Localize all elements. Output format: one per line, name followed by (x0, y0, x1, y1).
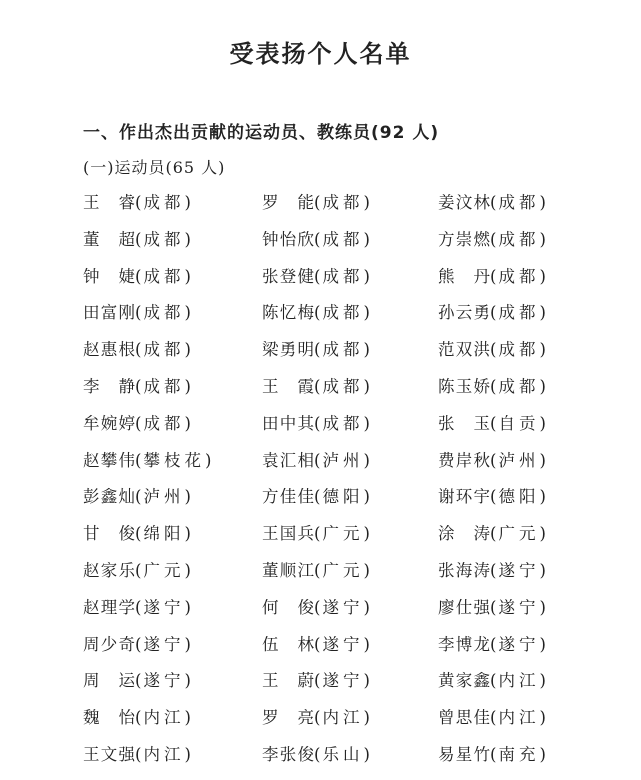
paren: ) (184, 340, 191, 360)
list-item (438, 191, 546, 215)
paren: ) (184, 193, 191, 212)
city-name: 南充 (498, 744, 540, 764)
list-row (83, 338, 546, 375)
city-name: 成都 (322, 193, 364, 212)
city-name: 乐山 (322, 744, 364, 764)
paren: ) (363, 524, 370, 544)
paren: ) (184, 303, 191, 323)
paren: ) (363, 413, 370, 433)
list-row (83, 706, 546, 743)
person-name: 方佳佳 (262, 487, 314, 507)
list-item (438, 301, 546, 325)
paren: ( (135, 744, 142, 764)
city-name: 遂宁 (143, 597, 185, 617)
person-name: 廖仕强 (438, 597, 490, 617)
list-item (262, 706, 438, 730)
city-name: 泸州 (498, 450, 540, 470)
paren: ( (314, 597, 321, 617)
paren: ( (314, 744, 321, 764)
list-item (262, 301, 438, 325)
paren: ( (135, 708, 142, 728)
list-item (438, 596, 546, 620)
paren: ) (184, 708, 191, 728)
paren: ( (490, 560, 497, 580)
city-name: 广元 (322, 524, 364, 544)
city-name: 成都 (322, 340, 364, 360)
paren: ( (314, 303, 321, 323)
paren: ( (135, 340, 142, 360)
city-name: 内江 (143, 744, 185, 764)
list-item (438, 706, 546, 730)
city-name: 内江 (143, 708, 185, 728)
paren: ( (490, 487, 497, 507)
paren: ) (184, 634, 191, 654)
list-item (83, 596, 262, 620)
city-name: 成都 (322, 266, 364, 286)
paren: ) (363, 560, 370, 580)
paren: ) (539, 229, 546, 249)
person-name: 曾思佳 (438, 708, 490, 728)
list-item (438, 228, 546, 252)
city-name: 遂宁 (322, 671, 364, 691)
paren: ) (363, 193, 370, 212)
paren: ( (490, 303, 497, 323)
list-item (438, 412, 546, 436)
paren: ( (314, 266, 321, 286)
list-item (83, 706, 262, 730)
city-name: 绵阳 (143, 524, 185, 544)
paren: ( (490, 708, 497, 728)
subsection-heading: (一)运动员(65 人) (83, 158, 226, 177)
person-name: 李静 (83, 376, 135, 396)
paren: ( (135, 376, 142, 396)
list-item (262, 338, 438, 362)
city-name: 遂宁 (498, 560, 540, 580)
paren: ) (539, 413, 546, 433)
list-item (262, 669, 438, 693)
paren: ) (539, 634, 546, 654)
paren: ( (314, 376, 321, 396)
city-name: 遂宁 (322, 634, 364, 654)
city-name: 成都 (498, 303, 540, 323)
paren: ) (363, 708, 370, 728)
person-name: 何俊 (262, 597, 314, 617)
person-name: 董超 (83, 229, 135, 249)
paren: ) (184, 487, 191, 507)
city-name: 广元 (143, 560, 185, 580)
paren: ) (539, 340, 546, 360)
list-item (83, 301, 262, 325)
list-item (438, 338, 546, 362)
paren: ( (135, 560, 142, 580)
paren: ) (363, 450, 370, 470)
list-item (262, 449, 438, 473)
list-item (262, 596, 438, 620)
person-name: 罗能 (262, 193, 314, 212)
person-name: 赵攀伟 (83, 450, 135, 470)
paren: ( (314, 560, 321, 580)
paren: ) (363, 340, 370, 360)
list-item (438, 633, 546, 657)
paren: ( (135, 450, 142, 470)
paren: ( (135, 303, 142, 323)
list-item (262, 228, 438, 252)
paren: ( (135, 634, 142, 654)
paren: ) (184, 671, 191, 691)
person-name: 熊丹 (438, 266, 490, 286)
paren: ( (135, 229, 142, 249)
list-item (262, 191, 438, 215)
paren: ( (490, 597, 497, 617)
paren: ) (539, 597, 546, 617)
paren: ) (539, 671, 546, 691)
list-item (83, 228, 262, 252)
city-name: 成都 (143, 376, 185, 396)
paren: ( (314, 634, 321, 654)
city-name: 成都 (143, 193, 185, 212)
list-row (83, 228, 546, 265)
city-name: 成都 (322, 376, 364, 396)
person-name: 涂涛 (438, 524, 490, 544)
person-name: 张海涛 (438, 560, 490, 580)
paren: ) (539, 303, 546, 323)
list-row (83, 522, 546, 559)
list-row (83, 449, 546, 486)
paren: ( (490, 376, 497, 396)
list-item (438, 669, 546, 693)
paren: ( (314, 193, 321, 212)
paren: ) (363, 671, 370, 691)
paren: ) (363, 487, 370, 507)
city-name: 成都 (143, 229, 185, 249)
list-item (438, 743, 546, 767)
list-row (83, 485, 546, 522)
person-name: 费岸秋 (438, 450, 490, 470)
paren: ) (184, 560, 191, 580)
list-row (83, 265, 546, 302)
paren: ) (363, 266, 370, 286)
paren: ) (363, 303, 370, 323)
person-name: 方崇燃 (438, 229, 490, 249)
person-name: 王睿 (83, 193, 135, 212)
list-row (83, 743, 546, 780)
paren: ( (314, 708, 321, 728)
list-item (262, 412, 438, 436)
list-item (83, 559, 262, 583)
city-name: 遂宁 (498, 634, 540, 654)
paren: ) (363, 634, 370, 654)
paren: ( (135, 487, 142, 507)
city-name: 遂宁 (498, 597, 540, 617)
paren: ) (184, 229, 191, 249)
paren: ) (539, 193, 546, 212)
person-name: 田中其 (262, 413, 314, 433)
city-name: 攀枝花 (143, 450, 205, 470)
person-name: 范双洪 (438, 340, 490, 360)
paren: ( (490, 266, 497, 286)
paren: ) (539, 376, 546, 396)
list-item (83, 191, 262, 215)
city-name: 成都 (498, 376, 540, 396)
section-heading: 一、作出杰出贡献的运动员、教练员(92 人) (83, 123, 440, 143)
list-item (262, 522, 438, 546)
paren: ) (184, 376, 191, 396)
city-name: 成都 (498, 229, 540, 249)
city-name: 广元 (322, 560, 364, 580)
person-name: 王文强 (83, 744, 135, 764)
list-row (83, 669, 546, 706)
city-name: 成都 (498, 193, 540, 212)
paren: ) (539, 266, 546, 286)
person-name: 伍林 (262, 634, 314, 654)
list-item (83, 522, 262, 546)
city-name: 成都 (322, 413, 364, 433)
paren: ) (539, 487, 546, 507)
list-item (83, 743, 262, 767)
paren: ( (314, 229, 321, 249)
person-name: 陈忆梅 (262, 303, 314, 323)
list-item (83, 633, 262, 657)
person-name: 张登健 (262, 266, 314, 286)
paren: ( (314, 524, 321, 544)
city-name: 自贡 (498, 413, 540, 433)
paren: ) (539, 450, 546, 470)
list-item (83, 412, 262, 436)
person-name: 董顺江 (262, 560, 314, 580)
person-name: 孙云勇 (438, 303, 490, 323)
city-name: 德阳 (322, 487, 364, 507)
list-item (262, 743, 438, 767)
list-item (262, 485, 438, 509)
paren: ) (363, 229, 370, 249)
list-item (262, 559, 438, 583)
person-name: 王蔚 (262, 671, 314, 691)
paren: ) (184, 413, 191, 433)
list-item (438, 449, 546, 473)
city-name: 成都 (143, 413, 185, 433)
person-name: 易星竹 (438, 744, 490, 764)
paren: ) (184, 266, 191, 286)
paren: ( (135, 671, 142, 691)
person-name: 姜汶林 (438, 193, 490, 212)
person-name: 周运 (83, 671, 135, 691)
city-name: 成都 (143, 266, 185, 286)
person-name: 李博龙 (438, 634, 490, 654)
paren: ( (314, 487, 321, 507)
paren: ( (490, 229, 497, 249)
list-item (83, 669, 262, 693)
city-name: 成都 (143, 303, 185, 323)
list-item (262, 633, 438, 657)
paren: ) (363, 376, 370, 396)
list-row (83, 559, 546, 596)
paren: ) (184, 597, 191, 617)
list-item (83, 485, 262, 509)
city-name: 内江 (498, 671, 540, 691)
person-name: 彭鑫灿 (83, 487, 135, 507)
person-name: 陈玉娇 (438, 376, 490, 396)
document-title: 受表扬个人名单 (229, 39, 412, 68)
person-name: 周少奇 (83, 634, 135, 654)
list-row (83, 375, 546, 412)
paren: ) (184, 744, 191, 764)
list-item (438, 559, 546, 583)
list-item (438, 485, 546, 509)
list-item (262, 375, 438, 399)
paren: ( (490, 671, 497, 691)
list-row (83, 412, 546, 449)
paren: ( (135, 413, 142, 433)
paren: ( (490, 413, 497, 433)
paren: ( (135, 266, 142, 286)
paren: ( (314, 450, 321, 470)
person-name: 钟怡欣 (262, 229, 314, 249)
person-name: 谢环宇 (438, 487, 490, 507)
paren: ) (539, 524, 546, 544)
paren: ( (135, 524, 142, 544)
person-name: 赵理学 (83, 597, 135, 617)
person-name: 袁汇相 (262, 450, 314, 470)
list-row (83, 191, 546, 228)
city-name: 遂宁 (143, 671, 185, 691)
city-name: 成都 (322, 303, 364, 323)
list-item (438, 522, 546, 546)
list-item (438, 375, 546, 399)
paren: ) (184, 524, 191, 544)
paren: ) (539, 708, 546, 728)
city-name: 广元 (498, 524, 540, 544)
paren: ) (539, 560, 546, 580)
person-name: 黄家鑫 (438, 671, 490, 691)
paren: ( (490, 634, 497, 654)
paren: ( (490, 450, 497, 470)
list-row (83, 633, 546, 670)
person-name: 李张俊 (262, 744, 314, 764)
paren: ( (490, 744, 497, 764)
paren: ( (314, 413, 321, 433)
city-name: 内江 (498, 708, 540, 728)
person-name: 梁勇明 (262, 340, 314, 360)
paren: ( (490, 524, 497, 544)
person-name: 赵家乐 (83, 560, 135, 580)
city-name: 成都 (498, 266, 540, 286)
person-name: 罗亮 (262, 708, 314, 728)
list-item (83, 375, 262, 399)
paren: ) (363, 597, 370, 617)
paren: ) (363, 744, 370, 764)
city-name: 遂宁 (143, 634, 185, 654)
paren: ( (314, 340, 321, 360)
city-name: 遂宁 (322, 597, 364, 617)
person-name: 钟婕 (83, 266, 135, 286)
person-name: 田富刚 (83, 303, 135, 323)
person-name: 牟婉婷 (83, 413, 135, 433)
person-name: 魏怡 (83, 708, 135, 728)
person-name: 王霞 (262, 376, 314, 396)
list-item (83, 265, 262, 289)
city-name: 泸州 (322, 450, 364, 470)
paren: ) (204, 450, 212, 470)
person-name: 甘俊 (83, 524, 135, 544)
city-name: 泸州 (143, 487, 185, 507)
city-name: 成都 (143, 340, 185, 360)
paren: ( (490, 340, 497, 360)
paren: ) (539, 744, 546, 764)
list-item (83, 338, 262, 362)
paren: ( (314, 671, 321, 691)
list-row (83, 301, 546, 338)
city-name: 德阳 (498, 487, 540, 507)
name-list (83, 191, 546, 780)
city-name: 成都 (322, 229, 364, 249)
paren: ( (490, 193, 497, 212)
list-row (83, 596, 546, 633)
person-name: 张玉 (438, 413, 490, 433)
list-item (83, 449, 262, 473)
paren: ( (135, 597, 142, 617)
person-name: 赵惠根 (83, 340, 135, 360)
list-item (438, 265, 546, 289)
list-item (262, 265, 438, 289)
city-name: 成都 (498, 340, 540, 360)
city-name: 内江 (322, 708, 364, 728)
person-name: 王国兵 (262, 524, 314, 544)
paren: ( (135, 193, 142, 212)
